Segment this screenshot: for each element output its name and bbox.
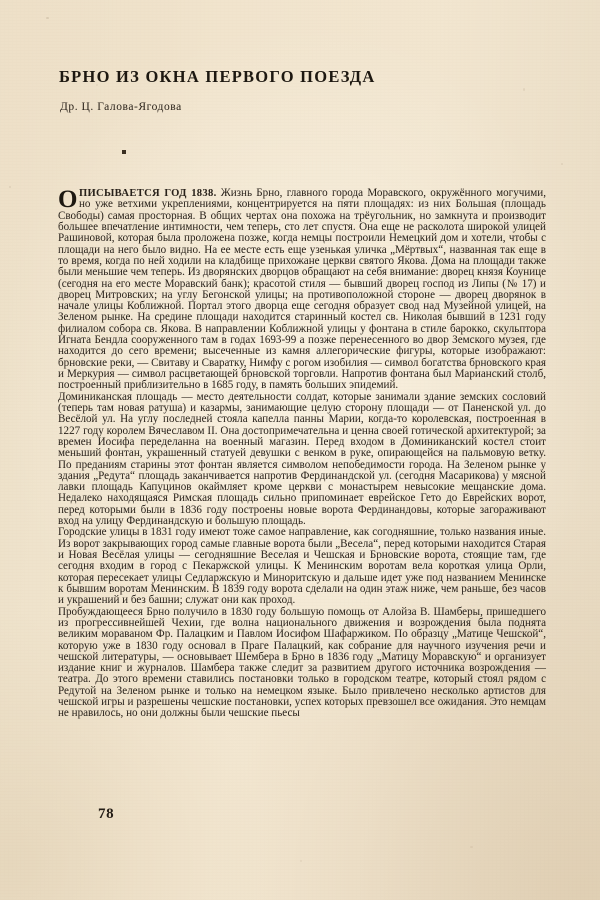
paragraph-1 [58, 188, 546, 392]
drop-cap: О [58, 186, 78, 213]
article-author: Др. Ц. Галова-Ягодова [60, 101, 182, 113]
paragraph-3: Городские улицы в 1831 году имеют тоже самое направление, как согодняшние, только названия иные. Из ворот закрывающих город самые главные ворота были „Весела“, перед которыми находится Старая и Новая Весёлая улицы — сегодняшние Веселая и Чешская и Брновские ворота, стоящие там, где сегодня входим в город с Пекаржской улицы. К Менинским воротам вела короткая улица Орли, которая пересекает улицы Седларжскую и Миноритскую и дальше идет уже под названием Менинске к бывшим воротам Менинским. В 1839 году ворота сделали на один этаж ниже, чем раньше, без часов и украшений и без башни; служат они как проход. [58, 526, 546, 607]
square-bullet-ornament-icon [122, 150, 126, 154]
paragraph-4: Пробуждающееся Брно получило в 1830 году большую помощь от Алойза В. Шамберы, пришедшего из прогрессивнейшей Чехии, где волна национального движения и возрождения была поднята великим мораваном Фр. Палацким и Павлом Иосифом Шафаржиком. По образцу „Матице Чешской“, которую уже в 1830 году основал в Праге Палацкий, как собрание для научного изучения речи и чешской литературы, — основывает Шембера в Брно в 1836 году „Матицу Моравскую“ и организует издание книг и журналов. Шамбера также следит за развитием другого источника возрождения — театра. До этого времени ставились постановки только в городском театре, который стоял рядом с Редутой на Зеленом рынке и только на немецком языке. Было привлечено несколько артистов для чешской игры и разрешены чешские постановки, успех которых превзошел все ожидания. Это немцам не нравилось, но они должны были чешские пьесы [58, 605, 546, 720]
page-number: 78 [98, 806, 115, 822]
lead-small-caps: ПИСЫВАЕТСЯ ГОД 1838. [78, 188, 217, 199]
article-body [58, 188, 546, 720]
paragraph-2: Доминиканская площадь — место деятельности солдат, которые занимали здание земских сословий (теперь там новая ратуша) и казармы, занимающие целую сторону площади — от Паненской ул. до Весёлой ул. На углу последней стояла капелла панны Марии, когда-то королевская, построенная в 1227 году королем Вячеславом II. Она достопримечательна и ценна своей готической архитектурой; за времен Иосифа переделанна на военный магазин. Перед входом в Доминиканский костел стоит меньший фонтан, украшенный статуей девушки с венком в руке, опирающейся на пальмовую ветку. По преданиям старины этот фонтан является символом непобедимости города. На Зеленом рынке у здания „Редута“ площадь заканчивается напротив Фердинандской ул. (сегодня Масарикова) у мясной лавки площадь Капуцинов окаймляет кроме церкви с монастырем невысокие мещанские дома. Недалеко находящаяся Римская площадь сильно припоминает еврейское Гето до Еврейских ворот, перед которыми были в 1836 году построены новые ворота Фердинандовы, которые загораживают вход на улицу Фердинандскую и большую площадь. [58, 390, 546, 528]
paragraph-1-text: Жизнь Брно, главного города Моравского, окружённого могучими, но уже ветхими укреплениями, концентрируется на пяти площадях: из них Большая (площадь Свободы) самая просторная. В общих чертах она похожа на трёугольник, но замкнута и производит большее впечатление интимности, чем теперь, сто лет спустя. Она еще не расколота широкой улицей Рашиновой, которая была проложена позже, когда немцы построили Немецкий дом и хотели, чтобы с площади на него было видно. На ее месте есть еще узенькая уличка „Мёртвых“, названная так еще в то время, когда по ней ходили на кладбище прихожане церкви святого Якова. Дома на площади также были меньшие чем теперь. Из дворянских дворцов обращают на себя внимание: дворец князя Коунице (сегодня на его месте Моравский банк); красотой стиля — бывший дворец господ из Липы (№ 17) и дворец Митровских; на углу Бегонской улицы; на противоположной стороне — дворец дворянок в начале улицы Коближной. Портал этого дворца еще сегодня образует свод над Музейной улицей, на Зеленом рынке. На средине площади находится старинный костел св. Николая бывший в 1231 году филиалом собора св. Якова. В направлении Коближной улицы у фонтана в стиле барокко, скульптора Игната Бендла сооруженного там в годах 1693-99 а позже перенесенного во двор Земского музея, где находится до сего времени; высеченные из камня аллегорические фигуры, которые изображают: брновские реки, — Свитаву и Сваратку, Нимфу с рогом изобилия — символ богатства брновского края и Меркурия — символ расцветающей брновской торговли. Напротив фонтана был Марианский столб, построенный приблизительно в 1685 году, в память больших эпидемий. [58, 187, 546, 392]
page-title: БРНО ИЗ ОКНА ПЕРВОГО ПОЕЗДА [59, 67, 376, 87]
